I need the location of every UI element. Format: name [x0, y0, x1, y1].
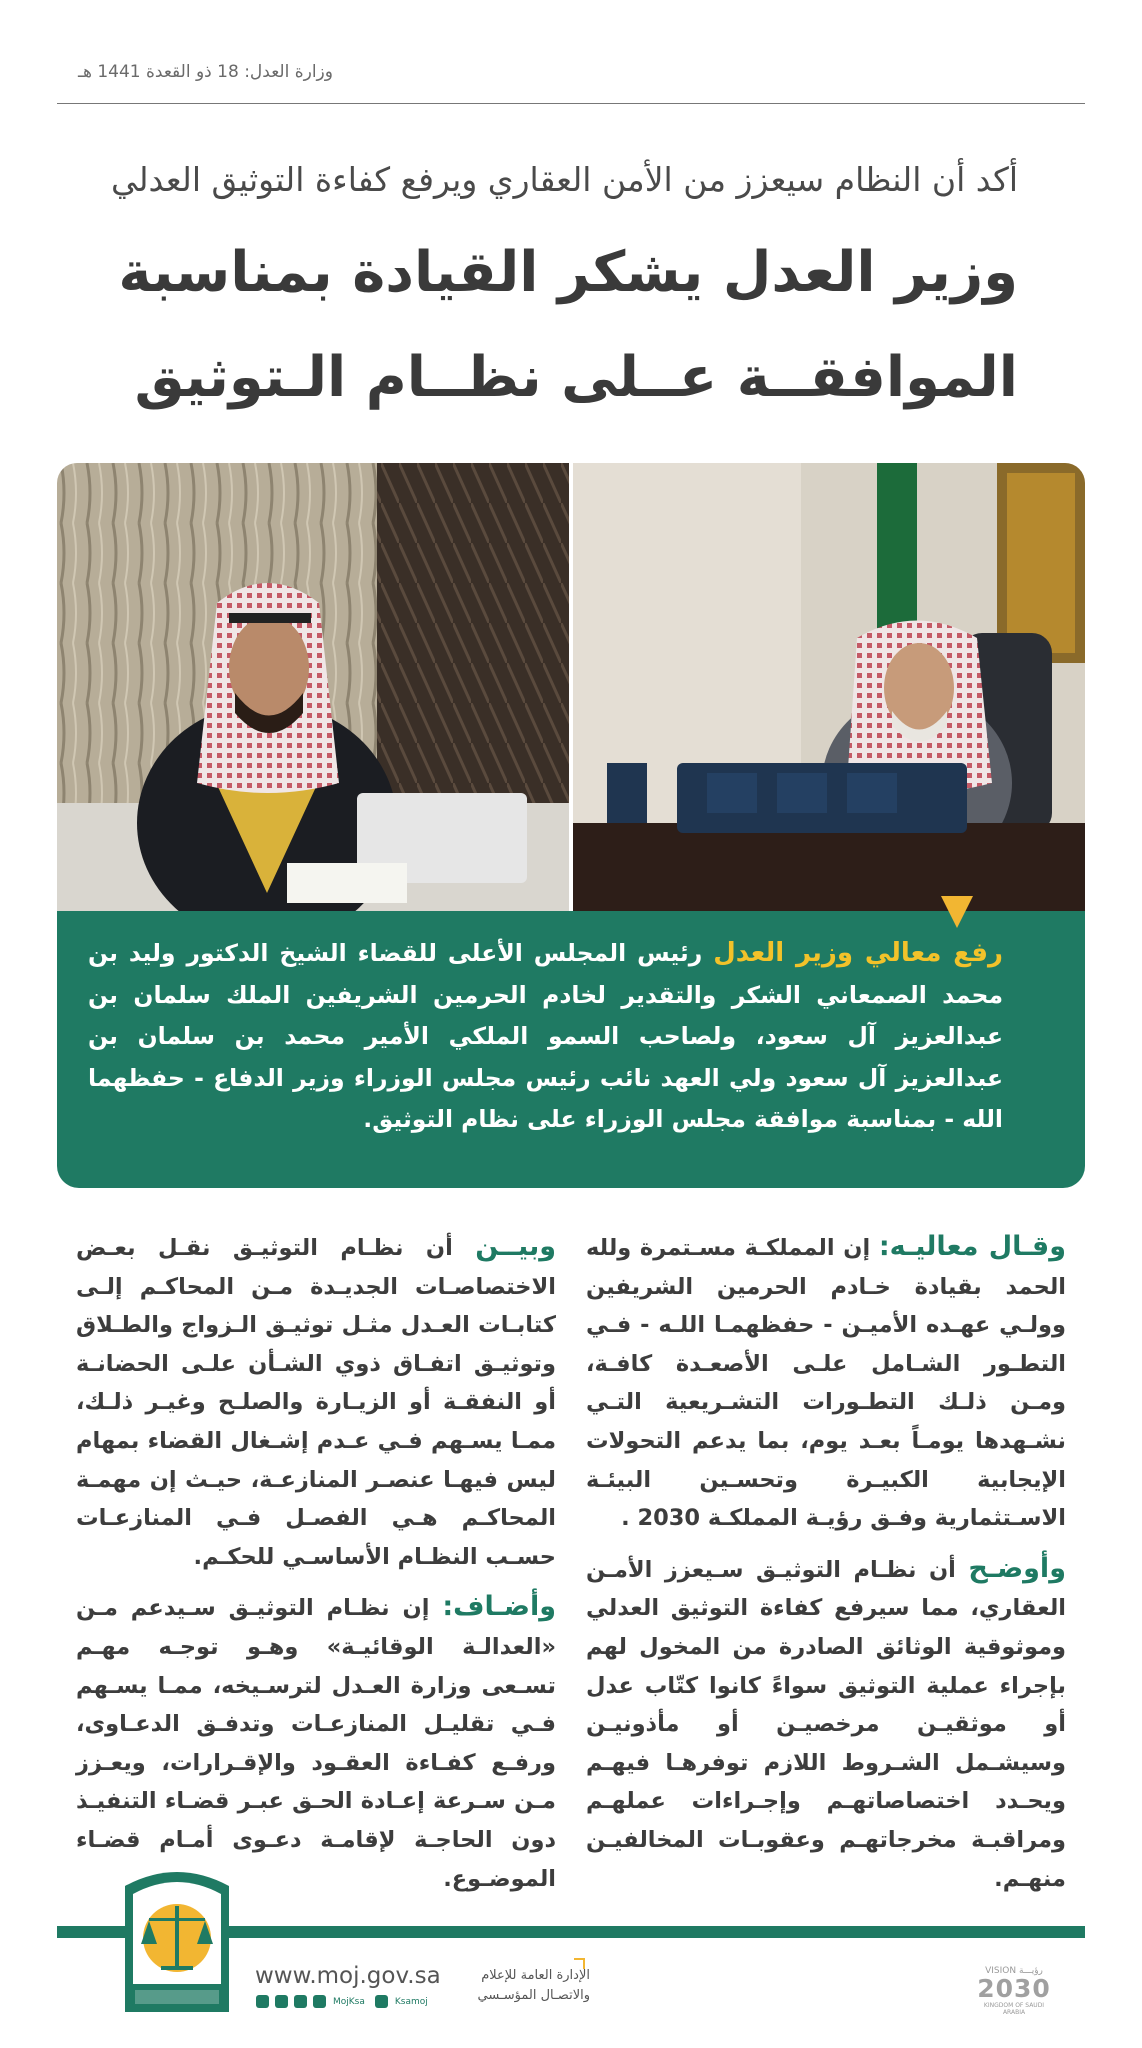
paragraph-lead: وبيــن: [475, 1231, 556, 1262]
top-divider: [57, 103, 1085, 104]
paragraph: [586, 1228, 1066, 1538]
paragraph-body: أن نظـام التوثيـق نقـل بعـض الاختصاصـات الجديـدة مـن المحاكـم إلـى كتابـات العـدل مثـل توثيـق الـزواج والطـلاق وتوثيـق اتفـاق ذوي الشـأن علـى الحضانـة أو النفقـة أو الزيـارة والصلـح وغيـر ذلـك، ممـا يسـهم فـي عـدم إشـغال القضاء بمهام ليس فيهـا عنصـر المنازعـة، حيـث إن مهمـة المحاكـم هـي الفصـل فـي المنازعـات حسـب النظـام الأساسـي للحكـم.: [76, 1235, 556, 1570]
vision-2030-logo: [975, 1966, 1053, 2016]
department-name: [455, 1966, 590, 2006]
intro-lead: رفع معالي وزير العدل: [713, 938, 1003, 968]
right-photo-scene: [571, 463, 1085, 911]
intro-panel: [57, 911, 1085, 1188]
article-subtitle: أكد أن النظام سيعزز من الأمن العقاري ويرفع كفاءة التوثيق العدلي: [110, 160, 1018, 199]
paragraph-lead: وأوضـح: [968, 1552, 1066, 1584]
vision-label: VISION رؤيـــة: [985, 1966, 1043, 1976]
article-photo: [57, 463, 1085, 911]
twitter-icon[interactable]: [256, 1995, 269, 2008]
paragraph-body: إن نظـام التوثيـق سـيدعم مـن «العدالـة الوقائيـة» وهـو توجـه مهـم تسـعى وزارة العـدل لترسـيخه، ممـا يسـهم فـي تقليـل المنازعـات وتدفـق الدعـاوى، ورفـع كفـاءة العقـود والإقـرارات، ويعـزز مـن سـرعة إعـادة الحـق عبـر قضـاء التنفيـذ دون الحاجـة لإقامـة دعـوى أمـام قضـاء الموضـوع.: [76, 1595, 556, 1892]
instagram-icon[interactable]: [275, 1995, 288, 2008]
social-handle[interactable]: Ksamoj: [394, 1996, 428, 2007]
paragraph-body: أن نظـام التوثيـق سـيعزز الأمـن العقاري، مما سيرفع كفاءة التوثيق العدلي وموثوقية الوثائق الصادرة من المخول لهم بإجراء عملية التوثيق سواءً كانوا كتّاب عدل أو موثقيـن مرخصيـن أو مأذونيـن وسيشـمل الشـروط اللازم توفرهـا فيهـم ويحـدد اختصاصاتهـم وإجـراءات عملهـم ومراقبـة مخرجاتهـم وعقوبـات المخالفيـن منهـم.: [586, 1556, 1066, 1892]
pointer-triangle-icon: [941, 896, 973, 928]
left-photo-scene: [57, 463, 571, 911]
paragraph-lead: وقـال معاليـه:: [878, 1231, 1067, 1262]
department-line-1: الإدارة العامة للإعلام: [481, 1968, 590, 1983]
paragraph: [76, 1588, 556, 1898]
website-link[interactable]: www.moj.gov.sa: [255, 1963, 441, 1989]
headline-line-1: وزير العدل يشكر القيادة بمناسبة: [118, 240, 1018, 305]
department-line-2: والاتصـال المؤسـسي: [477, 1988, 590, 2003]
paragraph: [586, 1550, 1066, 1898]
paragraph-body: إن المملكـة مسـتمرة ولله الحمد بقيادة خـادم الحرمين الشريفين وولـي عهـده الأميـن - حفظهمـا اللـه - فـي التطـور الشـامل علـى الأصعـدة كافـة، ومـن ذلـك التطـورات التشـريعية التـي نشـهدها يومـاً بعـد يوم، بما يدعم التحولات الإيجابية الكبيـرة وتحسـين البيئـة الاسـتثمارية وفـق رؤيـة المملكـة 2030 .: [586, 1235, 1066, 1532]
moj-emblem-icon: [115, 1866, 239, 2012]
corner-accent-icon: [574, 1958, 585, 1969]
vision-year: 2030: [977, 1974, 1051, 2003]
linkedin-icon[interactable]: [313, 1995, 326, 2008]
headline-line-2: الموافقــة عــلى نظــام الـتوثيق: [134, 345, 1018, 410]
dateline: وزارة العدل: 18 ذو القعدة 1441 هـ: [78, 62, 333, 82]
article-column-right: [586, 1228, 1066, 1910]
youtube-icon[interactable]: [375, 1995, 388, 2008]
intro-paragraph: [88, 933, 1003, 1141]
article-column-left: [76, 1228, 556, 1910]
paragraph: [76, 1228, 556, 1576]
intro-body: رئيس المجلس الأعلى للقضاء الشيخ الدكتور وليد بن محمد الصمعاني الشكر والتقدير لخادم الحرمين الشريفين الملك سلمان بن عبدالعزيز آل سعود، ولصاحب السمو الملكي الأمير محمد بن سلمان بن عبدالعزيز آل سعود ولي العهد نائب رئيس مجلس الوزراء وزير الدفاع - حفظهما الله - بمناسبة موافقة مجلس الوزراء على نظام التوثيق.: [88, 939, 1003, 1133]
vision-subtitle: KINGDOM OF SAUDI ARABIA: [983, 2002, 1045, 2016]
snapchat-icon[interactable]: [294, 1995, 307, 2008]
paragraph-lead: وأضـاف:: [442, 1591, 556, 1623]
social-handle[interactable]: MojKsa: [333, 1996, 365, 2007]
social-links: [256, 1995, 432, 2008]
